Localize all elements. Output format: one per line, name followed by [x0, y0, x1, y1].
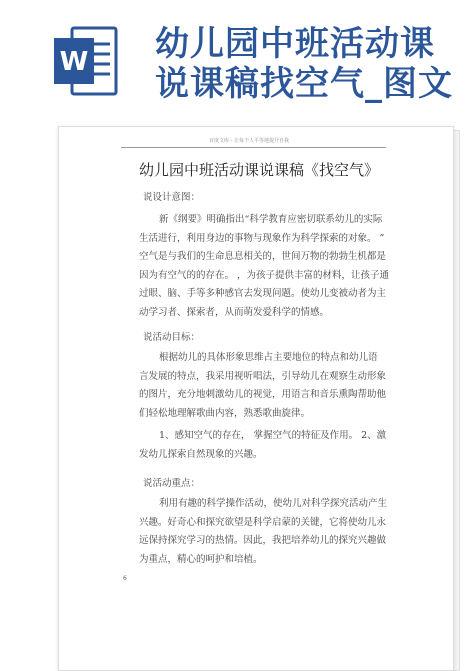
section-heading-key-points: 说活动重点： — [143, 478, 201, 489]
text-line: 因为有空气的的存在。 ，为孩子提供丰富的材料，让孩子通 — [139, 269, 390, 281]
paragraph — [139, 427, 397, 464]
text-line: 1、感知空气的存在， 掌握空气的特征及作用。 2、激 — [159, 430, 387, 441]
document-page — [58, 126, 454, 671]
text-line: 为重点，精心的呵护和培植。 — [139, 553, 263, 565]
paragraph — [139, 349, 397, 423]
text-line: 新《纲要》明确指出“科学教育应密切联系幼儿的实际 — [159, 214, 383, 225]
text-line: 空气是与我们的生命息息相关的，世间万物的勃勃生机都是 — [139, 251, 387, 262]
word-document-icon — [52, 24, 120, 98]
page-number: 6 — [123, 575, 127, 582]
text-line: 动学习者、探索者，从而萌发爱科学的情感。 — [139, 306, 330, 318]
section-heading-design-intent: 说设计意图： — [143, 192, 201, 203]
text-line: 生活进行，利用身边的事物与现象作为科学探索的对象。 ” — [139, 232, 385, 244]
banner — [0, 0, 474, 118]
text-line: 远保持探究学习的热情。因此，我把培养幼儿的探究兴趣做 — [139, 535, 387, 546]
text-line: 的图片，充分地刺激幼儿的视觉，用语言和音乐熏陶帮助他 — [139, 389, 387, 400]
text-line: 发幼儿探索自然现象的兴趣。 — [139, 448, 263, 460]
text-line: 过眼、脑、手等多种感官去发现问题。使幼儿变被动者为主 — [139, 288, 387, 299]
text-line: 言发展的特点，我采用视听唱法，引导幼儿在观察生动形象 — [139, 370, 387, 382]
banner-title — [155, 24, 460, 104]
text-line: 兴趣。好奇心和探究欲望是科学启蒙的关键，它将使幼儿永 — [139, 516, 387, 528]
document-preview — [58, 126, 458, 669]
section-heading-objectives: 说活动目标： — [143, 332, 201, 343]
paragraph — [139, 495, 397, 569]
word-logo-letter: W — [59, 47, 89, 77]
page-header: 百度文库 - 让每个人平等地提升自我 — [209, 138, 289, 144]
text-line: 根据幼儿的具体形象思维占主要地位的特点和幼儿语 — [159, 352, 378, 363]
banner-title-line-2: 说课稿找空气_图文 — [155, 64, 453, 104]
text-line: 利用有趣的科学操作活动，使幼儿对科学探究活动产生 — [159, 498, 388, 509]
banner-title-line-1: 幼儿园中班活动课 — [155, 24, 435, 64]
paragraph — [139, 211, 397, 322]
header-rule — [121, 147, 386, 148]
document-title: 幼儿园中班活动课说课稿《找空气》 — [138, 161, 379, 179]
text-line: 们轻松地理解歌曲内容，熟悉歌曲旋律。 — [139, 407, 311, 419]
